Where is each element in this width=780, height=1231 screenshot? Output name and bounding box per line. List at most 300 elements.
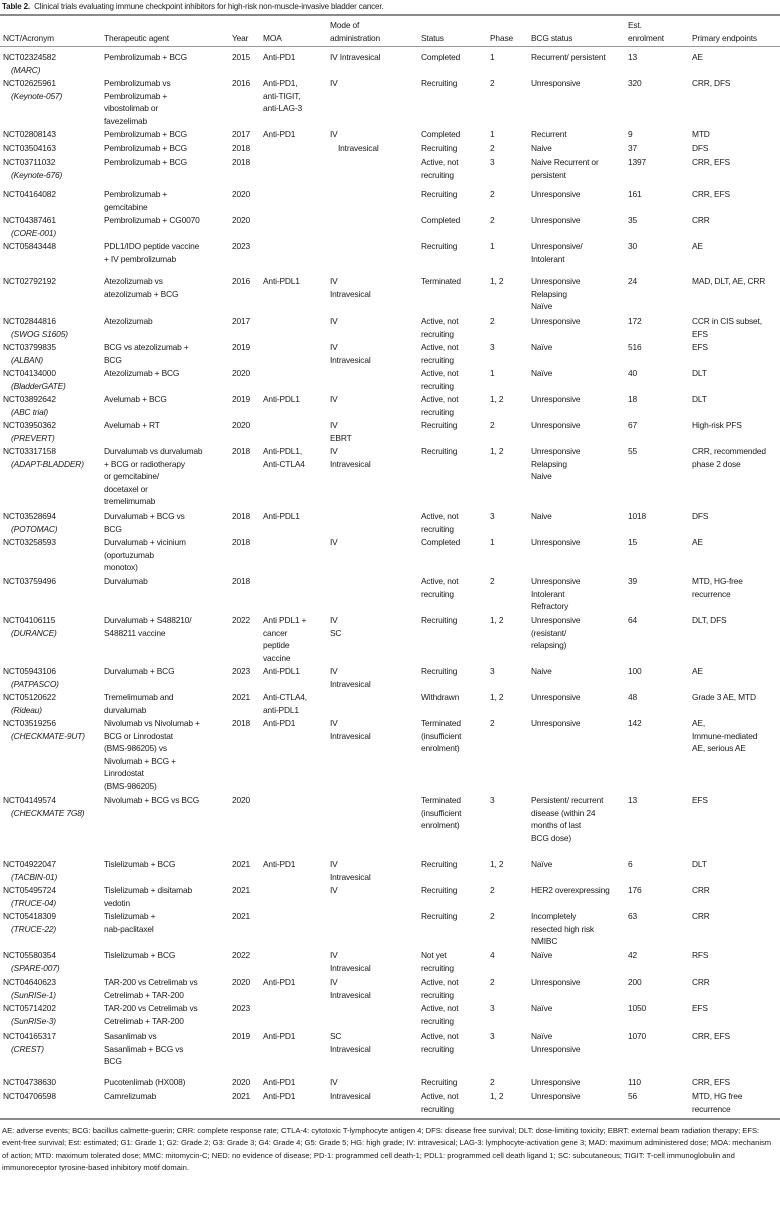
- cell-nct: [3, 794, 100, 819]
- mode-line: IV: [330, 666, 338, 676]
- cell-endpoints: [692, 510, 776, 523]
- status-line: Recruiting: [421, 615, 458, 625]
- status-line: recruiting: [421, 406, 454, 417]
- endpoints-line: CRR, EFS: [692, 189, 730, 199]
- mode-line: Intravesical: [338, 143, 379, 153]
- moa-line: anti-TIGIT,: [263, 90, 301, 101]
- table-row: [0, 910, 780, 948]
- bcg-line: Unresponsive: [531, 615, 581, 625]
- agent-line: BCG or Linrodostat: [104, 730, 173, 741]
- cell-moa: [263, 51, 326, 64]
- trial-acronym: (SWOG S1605): [11, 328, 68, 339]
- bcg-line: Refractory: [531, 601, 569, 612]
- cell-status: [421, 275, 486, 288]
- status-line: Active, not: [421, 511, 459, 521]
- agent-line: Pembrolizumab vs: [104, 78, 171, 88]
- cell-phase: 1, 2: [490, 615, 504, 625]
- cell-endpoints: [692, 393, 776, 406]
- trial-acronym: (BladderGATE): [11, 380, 66, 391]
- cell-phase: 3: [490, 666, 495, 676]
- header-year: Year: [232, 33, 249, 43]
- cell-nct: [3, 910, 100, 935]
- bcg-line: Recurrent: [531, 129, 567, 139]
- mode-line: IV: [330, 316, 338, 326]
- bcg-line: Naive: [531, 471, 552, 482]
- mode-line: IV: [330, 1077, 338, 1087]
- bcg-line: Unresponsive: [531, 1091, 581, 1101]
- cell-bcg: [531, 188, 624, 201]
- cell-enrol: 320: [628, 78, 642, 88]
- mode-line: IV: [330, 276, 338, 286]
- mode-line: EBRT: [330, 432, 352, 443]
- agent-line: Camrelizumab: [104, 1091, 157, 1101]
- cell-phase: 1, 2: [490, 859, 504, 869]
- status-line: Terminated: [421, 276, 461, 286]
- cell-status: [421, 536, 486, 549]
- cell-status: [421, 77, 486, 90]
- agent-line: Tislelizumab + disitamab: [104, 885, 193, 895]
- cell-phase: 2: [490, 576, 495, 586]
- bcg-line: Relapsing: [531, 288, 567, 299]
- cell-nct: [3, 315, 100, 340]
- cell-endpoints: [692, 188, 776, 201]
- cell-enrol: 1050: [628, 1003, 647, 1013]
- endpoints-line: DFS: [692, 143, 709, 153]
- agent-line: Tislelizumab +: [104, 911, 156, 921]
- cell-enrol: 161: [628, 189, 642, 199]
- cell-mode: [330, 419, 417, 444]
- cell-enrol: 39: [628, 576, 638, 586]
- nct-id: NCT03892642: [3, 394, 56, 404]
- cell-endpoints: [692, 858, 776, 871]
- mode-line: IV Intravesical: [330, 52, 381, 62]
- endpoints-line: DLT: [692, 859, 707, 869]
- agent-line: Tislelizumab + BCG: [104, 859, 176, 869]
- cell-mode: [330, 614, 417, 639]
- bcg-line: Intolerant: [531, 588, 565, 599]
- cell-year: 2015: [232, 52, 251, 62]
- cell-phase: 1: [490, 537, 495, 547]
- table-row: [0, 156, 780, 181]
- trial-acronym: (CORE-001): [11, 227, 57, 238]
- cell-bcg: [531, 614, 624, 652]
- cell-bcg: [531, 51, 624, 64]
- cell-agent: [104, 949, 228, 962]
- cell-endpoints: [692, 614, 776, 627]
- trial-acronym: (SunRISe-3): [11, 1015, 56, 1026]
- nct-id: NCT03759496: [3, 576, 56, 586]
- bcg-line: Naïve: [531, 950, 553, 960]
- cell-phase: 2: [490, 420, 495, 430]
- cell-enrol: 42: [628, 950, 638, 960]
- table-row: [0, 665, 780, 690]
- status-line: Active, not: [421, 1031, 459, 1041]
- mode-line: IV: [330, 718, 338, 728]
- mode-line: IV: [330, 615, 338, 625]
- cell-year: 2018: [232, 537, 251, 547]
- cell-nct: [3, 341, 100, 366]
- cell-agent: [104, 858, 228, 871]
- cell-bcg: [531, 884, 624, 897]
- bcg-line: Unresponsive/: [531, 241, 583, 251]
- cell-bcg: [531, 214, 624, 227]
- cell-enrol: 1070: [628, 1031, 647, 1041]
- agent-line: vibostolimab or: [104, 103, 159, 114]
- endpoints-line: CCR in CIS subset,: [692, 316, 762, 326]
- cell-phase: 2: [490, 911, 495, 921]
- cell-nct: [3, 1002, 100, 1027]
- cell-nct: [3, 949, 100, 974]
- bcg-line: Unresponsive: [531, 537, 581, 547]
- bcg-line: disease (within 24: [531, 807, 596, 818]
- trial-acronym: (Keynote-676): [11, 169, 63, 180]
- cell-status: [421, 156, 486, 181]
- cell-moa: [263, 976, 326, 989]
- status-line: Withdrawn: [421, 692, 460, 702]
- agent-line: Pembrolizumab + BCG: [104, 129, 188, 139]
- cell-status: [421, 214, 486, 227]
- cell-endpoints: [692, 717, 776, 755]
- agent-line: TAR-200 vs Cetrelimab vs: [104, 1003, 198, 1013]
- cell-agent: [104, 188, 228, 213]
- cell-phase: 2: [490, 718, 495, 728]
- agent-line: Pembrolizumab + BCG: [104, 143, 188, 153]
- cell-enrol: 6: [628, 859, 633, 869]
- nct-id: NCT05843448: [3, 241, 56, 251]
- cell-status: [421, 717, 486, 755]
- cell-agent: [104, 393, 228, 406]
- cell-year: 2020: [232, 368, 251, 378]
- status-line: recruiting: [421, 354, 454, 365]
- agent-line: Atezolizumab: [104, 316, 153, 326]
- cell-moa: [263, 77, 326, 115]
- cell-bcg: [531, 77, 624, 90]
- bcg-line: Naïve: [531, 1003, 553, 1013]
- cell-agent: [104, 717, 228, 793]
- mode-line: Intravesical: [330, 288, 371, 299]
- bcg-line: Unresponsive: [531, 692, 581, 702]
- bcg-line: HER2 overexpressing: [531, 885, 610, 895]
- cell-mode: [330, 445, 417, 470]
- moa-line: Anti-CTLA4: [263, 458, 305, 469]
- bcg-line: (resistant/: [531, 627, 567, 638]
- table-caption: [2, 1, 383, 14]
- table-row: [0, 575, 780, 613]
- cell-mode: [330, 275, 417, 300]
- trial-acronym: (CREST): [11, 1043, 44, 1054]
- cell-year: 2020: [232, 977, 251, 987]
- bcg-line: Unresponsive: [531, 420, 581, 430]
- cell-status: [421, 315, 486, 340]
- cell-bcg: [531, 665, 624, 678]
- status-line: Recruiting: [421, 420, 458, 430]
- endpoints-line: CRR, EFS: [692, 1077, 730, 1087]
- cell-status: [421, 1090, 486, 1115]
- table-row: [0, 128, 780, 141]
- cell-moa: [263, 858, 326, 871]
- status-line: Completed: [421, 129, 461, 139]
- mode-line: Intravesical: [330, 678, 371, 689]
- cell-endpoints: [692, 240, 776, 253]
- status-line: Recruiting: [421, 189, 458, 199]
- cell-moa: [263, 445, 326, 470]
- status-line: enrolment): [421, 743, 460, 754]
- cell-phase: 1: [490, 129, 495, 139]
- cell-phase: 2: [490, 215, 495, 225]
- cell-agent: [104, 341, 228, 366]
- cell-bcg: [531, 128, 624, 141]
- trial-acronym: (TACBIN-01): [11, 871, 58, 882]
- endpoints-line: recurrence: [692, 1103, 731, 1114]
- moa-line: Anti-PDL1: [263, 511, 300, 521]
- nct-id: NCT04106115: [3, 615, 56, 625]
- agent-line: Durvalumab + BCG: [104, 666, 175, 676]
- agent-line: Pembrolizumab + BCG: [104, 52, 188, 62]
- cell-moa: [263, 1076, 326, 1089]
- nct-id: NCT04149574: [3, 795, 56, 805]
- cell-endpoints: [692, 128, 776, 141]
- cell-year: 2020: [232, 189, 251, 199]
- cell-agent: [104, 910, 228, 935]
- nct-id: NCT04922047: [3, 859, 56, 869]
- agent-line: Atezolizumab vs: [104, 276, 163, 286]
- cell-endpoints: [692, 367, 776, 380]
- nct-id: NCT05714202: [3, 1003, 56, 1013]
- status-line: Active, not: [421, 316, 459, 326]
- trial-acronym: (ALBAN): [11, 354, 43, 365]
- nct-id: NCT03799835: [3, 342, 56, 352]
- nct-id: NCT05120622: [3, 692, 56, 702]
- cell-moa: [263, 1030, 326, 1043]
- agent-line: Durvalumab + vicinium: [104, 537, 186, 547]
- cell-enrol: 1397: [628, 157, 647, 167]
- cell-year: 2020: [232, 420, 251, 430]
- cell-year: 2021: [232, 1091, 251, 1101]
- bcg-line: Intolerant: [531, 253, 565, 264]
- moa-line: anti-LAG-3: [263, 103, 302, 114]
- agent-line: Nivolumab vs Nivolumab +: [104, 718, 200, 728]
- mode-line: IV: [330, 537, 338, 547]
- trial-acronym: (Rideau): [11, 704, 42, 715]
- table-row: [0, 77, 780, 127]
- cell-bcg: [531, 1030, 624, 1055]
- cell-status: [421, 445, 486, 458]
- cell-agent: [104, 976, 228, 1001]
- cell-agent: [104, 510, 228, 535]
- cell-nct: [3, 214, 100, 239]
- cell-endpoints: [692, 214, 776, 227]
- cell-enrol: 13: [628, 52, 638, 62]
- bcg-line: months of last: [531, 820, 582, 831]
- cell-agent: [104, 156, 228, 169]
- table-row: [0, 1002, 780, 1027]
- agent-line: tremelimumab: [104, 496, 156, 507]
- bcg-line: Unresponsive: [531, 446, 581, 456]
- cell-enrol: 200: [628, 977, 642, 987]
- cell-agent: [104, 794, 228, 807]
- cell-bcg: [531, 510, 624, 523]
- cell-year: 2019: [232, 342, 251, 352]
- bcg-line: Naive: [531, 143, 552, 153]
- mode-line: IV: [330, 420, 338, 430]
- status-line: Not yet: [421, 950, 447, 960]
- cell-endpoints: [692, 341, 776, 354]
- mode-line: Intravesical: [330, 1043, 371, 1054]
- bcg-line: Unresponsive: [531, 316, 581, 326]
- moa-line: Anti-PD1: [263, 129, 296, 139]
- cell-year: 2020: [232, 1077, 251, 1087]
- status-line: Active, not: [421, 1091, 459, 1101]
- table-row: [0, 315, 780, 340]
- status-line: (insufficient: [421, 730, 462, 741]
- cell-year: 2020: [232, 215, 251, 225]
- agent-line: BCG vs atezolizumab +: [104, 342, 189, 352]
- cell-enrol: 13: [628, 795, 638, 805]
- bcg-line: persistent: [531, 169, 566, 180]
- cell-mode: [330, 884, 417, 897]
- table-label: Table 2.: [2, 2, 30, 11]
- endpoints-line: MTD: [692, 129, 710, 139]
- cell-nct: [3, 884, 100, 909]
- cell-agent: [104, 575, 228, 588]
- bcg-line: Unresponsive: [531, 576, 581, 586]
- mode-line: Intravesical: [330, 458, 371, 469]
- endpoints-line: MTD, HG free: [692, 1091, 743, 1101]
- endpoints-line: AE: [692, 666, 703, 676]
- cell-status: [421, 51, 486, 64]
- cell-status: [421, 614, 486, 627]
- cell-bcg: [531, 910, 624, 948]
- status-line: Completed: [421, 537, 461, 547]
- cell-agent: [104, 240, 228, 265]
- cell-nct: [3, 188, 100, 201]
- cell-status: [421, 419, 486, 432]
- cell-agent: [104, 367, 228, 380]
- nct-id: NCT05943106: [3, 666, 56, 676]
- cell-nct: [3, 1076, 100, 1089]
- agent-line: TAR-200 vs Cetrelimab vs: [104, 977, 198, 987]
- moa-line: Anti-PD1: [263, 1077, 296, 1087]
- cell-phase: 3: [490, 795, 495, 805]
- cell-endpoints: [692, 315, 776, 340]
- moa-line: Anti-PDL1: [263, 666, 300, 676]
- table-row: [0, 419, 780, 444]
- bcg-line: Unresponsive: [531, 718, 581, 728]
- cell-endpoints: [692, 665, 776, 678]
- top-rule: [0, 14, 780, 16]
- endpoints-line: CRR, EFS: [692, 157, 730, 167]
- cell-phase: 1: [490, 52, 495, 62]
- status-line: recruiting: [421, 962, 454, 973]
- nct-id: NCT02625961: [3, 78, 56, 88]
- status-line: Recruiting: [421, 885, 458, 895]
- cell-enrol: 40: [628, 368, 638, 378]
- status-line: recruiting: [421, 328, 454, 339]
- mode-line: Intravesical: [330, 354, 371, 365]
- cell-enrol: 63: [628, 911, 638, 921]
- cell-agent: [104, 614, 228, 639]
- cell-nct: [3, 275, 100, 288]
- header-phase: Phase: [490, 33, 513, 43]
- cell-enrol: 15: [628, 537, 638, 547]
- nct-id: NCT05580354: [3, 950, 56, 960]
- endpoints-line: EFS: [692, 342, 708, 352]
- moa-line: Anti-PDL1,: [263, 446, 302, 456]
- cell-moa: [263, 393, 326, 406]
- status-line: Recruiting: [421, 911, 458, 921]
- cell-nct: [3, 536, 100, 549]
- agent-line: (oportuzumab: [104, 549, 154, 560]
- nct-id: NCT04640623: [3, 977, 56, 987]
- agent-line: vedotin: [104, 897, 130, 908]
- status-line: Active, not: [421, 576, 459, 586]
- status-line: Active, not: [421, 394, 459, 404]
- cell-status: [421, 128, 486, 141]
- bcg-line: Unresponsive: [531, 977, 581, 987]
- cell-moa: [263, 665, 326, 678]
- cell-mode: [330, 976, 417, 1001]
- agent-line: Pembrolizumab + CG0070: [104, 215, 200, 225]
- nct-id: NCT04738630: [3, 1077, 56, 1087]
- endpoints-line: AE: [692, 241, 703, 251]
- agent-line: BCG: [104, 354, 122, 365]
- trial-acronym: (DURANCE): [11, 627, 57, 638]
- cell-agent: [104, 665, 228, 678]
- agent-line: Nivolumab + BCG vs BCG: [104, 795, 200, 805]
- cell-enrol: 172: [628, 316, 642, 326]
- cell-phase: 2: [490, 316, 495, 326]
- cell-year: 2018: [232, 718, 251, 728]
- cell-endpoints: [692, 77, 776, 90]
- agent-line: durvalumab: [104, 704, 147, 715]
- cell-bcg: [531, 1090, 624, 1103]
- header-status: Status: [421, 33, 444, 43]
- agent-line: or gemcitabine/: [104, 471, 160, 482]
- cell-endpoints: [692, 1076, 776, 1089]
- cell-status: [421, 393, 486, 418]
- bcg-line: Unresponsive: [531, 394, 581, 404]
- agent-line: Cetrelimab + TAR-200: [104, 1015, 184, 1026]
- endpoints-line: DFS: [692, 511, 709, 521]
- cell-status: [421, 1076, 486, 1089]
- cell-nct: [3, 614, 100, 639]
- cell-year: 2017: [232, 316, 251, 326]
- cell-bcg: [531, 445, 624, 483]
- status-line: Completed: [421, 215, 461, 225]
- cell-bcg: [531, 393, 624, 406]
- header-bcg: BCG status: [531, 33, 573, 43]
- nct-id: NCT03711032: [3, 157, 56, 167]
- cell-mode: [330, 1090, 417, 1103]
- bcg-line: BCG dose): [531, 832, 572, 843]
- status-line: Terminated: [421, 718, 461, 728]
- cell-moa: [263, 128, 326, 141]
- nct-id: NCT04164082: [3, 189, 56, 199]
- cell-bcg: [531, 275, 624, 313]
- table-row: [0, 51, 780, 76]
- cell-status: [421, 1002, 486, 1027]
- table-row: [0, 341, 780, 366]
- cell-year: 2018: [232, 143, 251, 153]
- bcg-line: Naïve: [531, 342, 553, 352]
- cell-bcg: [531, 240, 624, 265]
- bcg-line: Unresponsive: [531, 215, 581, 225]
- agent-line: Pembrolizumab +: [104, 189, 168, 199]
- cell-bcg: [531, 575, 624, 613]
- agent-line: Nivolumab + BCG +: [104, 755, 176, 766]
- cell-agent: [104, 536, 228, 574]
- cell-endpoints: [692, 445, 776, 470]
